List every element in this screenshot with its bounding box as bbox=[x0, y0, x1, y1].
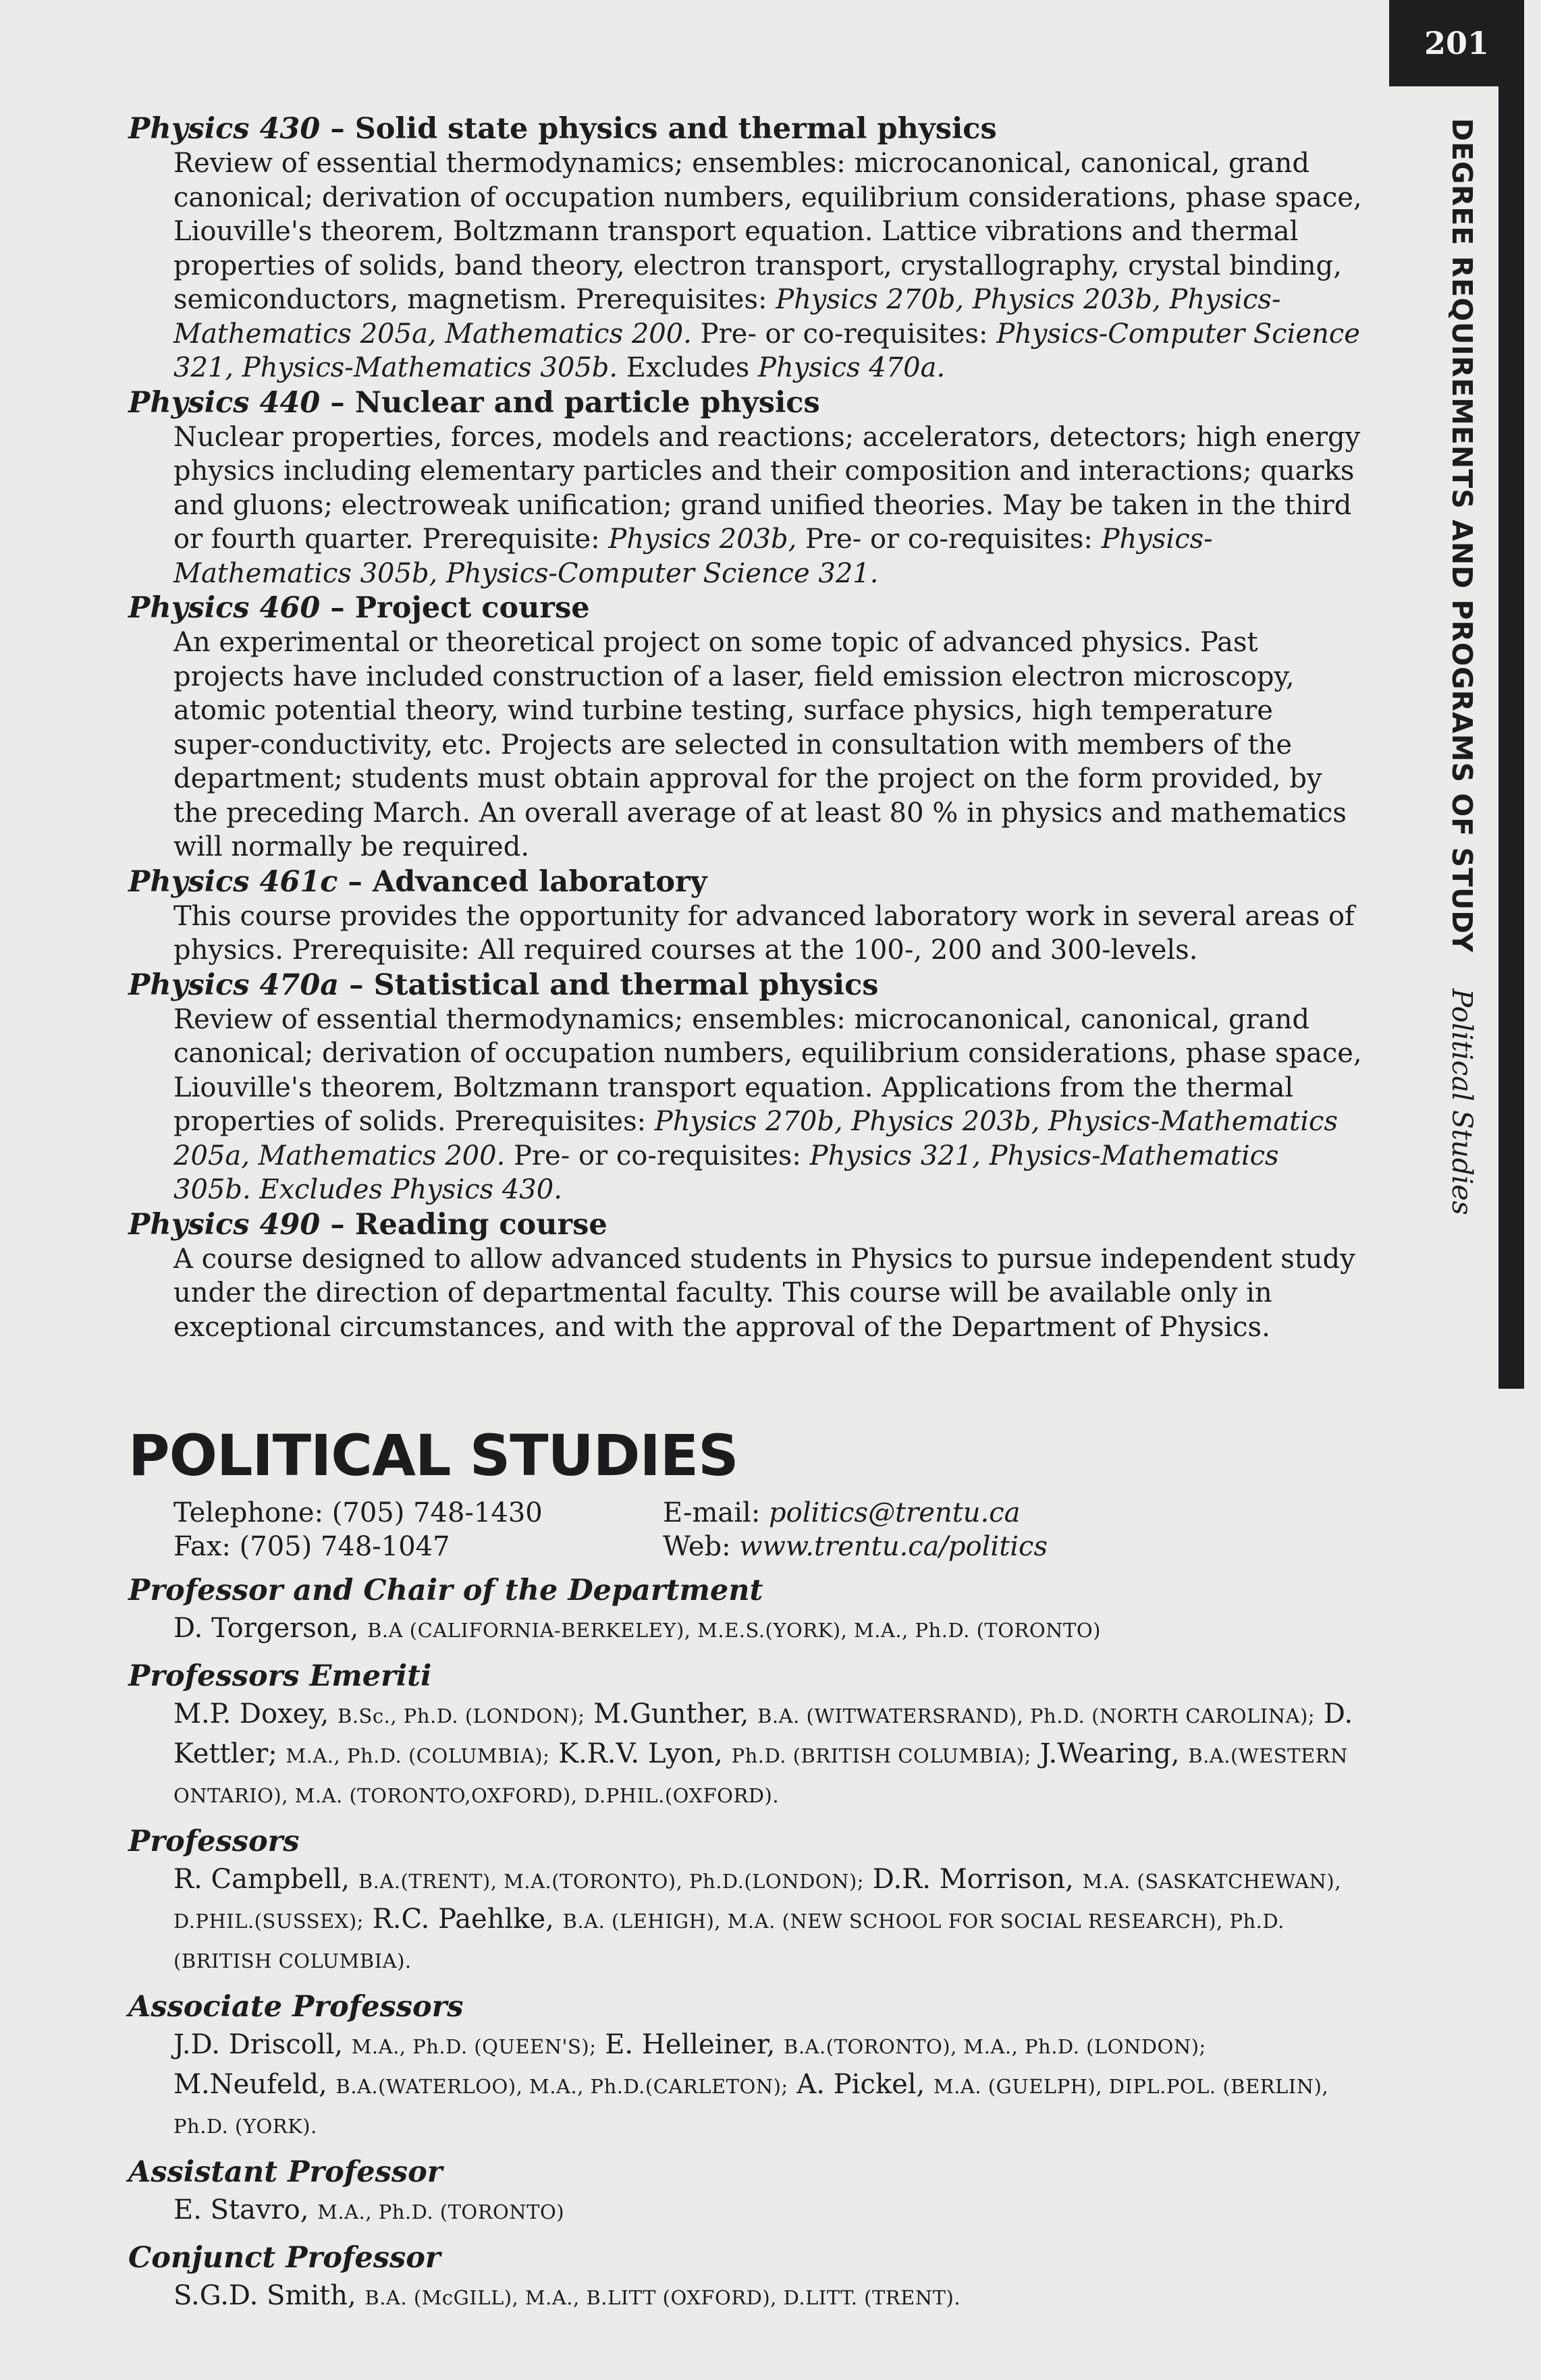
faculty-degrees: M.A. (GUELPH), DIPL.POL. (BERLIN), Ph.D. (YORK). bbox=[173, 2075, 1329, 2138]
faculty-name: M.Gunther, bbox=[593, 1698, 749, 1729]
faculty-name: A. Pickel, bbox=[796, 2069, 925, 2100]
faculty-degrees: M.A. (SASKATCHEWAN), D.PHIL.(SUSSEX); bbox=[173, 1870, 1341, 1933]
email-label: E-mail: bbox=[663, 1497, 761, 1528]
fax-line bbox=[173, 1530, 663, 1563]
faculty-degrees: B.A.(WATERLOO), M.A., Ph.D.(CARLETON); bbox=[335, 2075, 788, 2098]
faculty-degrees: B.A.(TRENT), M.A.(TORONTO), Ph.D.(LONDON); bbox=[358, 1870, 865, 1893]
faculty-members bbox=[128, 1695, 1363, 1815]
course-text: Pre- or co-requisites: bbox=[691, 318, 997, 350]
fax-value: (705) 748-1047 bbox=[239, 1531, 450, 1562]
telephone-line bbox=[173, 1496, 663, 1530]
course-title: Reading course bbox=[354, 1207, 607, 1242]
faculty-members bbox=[128, 1860, 1363, 1980]
course-separator: – bbox=[337, 864, 373, 899]
faculty-name: D. Torgerson, bbox=[173, 1613, 359, 1644]
faculty-name: R.C. Paehlke, bbox=[372, 1904, 554, 1935]
faculty-degrees: B.A. (McGILL), M.A., B.LITT (OXFORD), D.LITT. (TRENT). bbox=[364, 2286, 961, 2309]
faculty-heading: Conjunct Professor bbox=[128, 2241, 441, 2275]
course-text: Review of essential thermodynamics; ensembles: microcanonical, canonical, grand canonical; derivation of occupation numbers, equilibrium considerations, phase space, Liouville's theorem, Boltzmann transport equation. Lattice vibrations and thermal properties of solids, band theory, electron transport, crystallography, crystal binding, semiconductors, magnetism. Prerequisites: bbox=[173, 148, 1362, 315]
course-heading bbox=[128, 590, 1363, 626]
department-contact bbox=[128, 1496, 1363, 1563]
course-reference: Physics 270b, Physics 203b, Physics-Mathematics 205a, Mathematics 200. bbox=[173, 284, 1281, 350]
faculty-members bbox=[128, 1609, 1363, 1649]
telephone-label: Telephone: bbox=[173, 1497, 324, 1528]
course-text: Nuclear properties, forces, models and reactions; accelerators, detectors; high energy physics including elementary particles and their composition and interactions; quarks and gluons; electroweak unification; grand unified theories. May be taken in the third or fourth quarter. Prerequisite: bbox=[173, 421, 1361, 555]
course-separator: – bbox=[320, 591, 355, 625]
page-number: 201 bbox=[1389, 0, 1524, 86]
faculty-name: J.D. Driscoll, bbox=[173, 2029, 344, 2060]
course-title: Solid state physics and thermal physics bbox=[354, 112, 997, 146]
course-code: Physics 470a bbox=[128, 968, 340, 1002]
email-line bbox=[663, 1496, 1363, 1530]
course-heading bbox=[128, 1207, 1363, 1242]
faculty-degrees: B.A (CALIFORNIA-BERKELEY), M.E.S.(YORK), M.A., Ph.D. (TORONTO) bbox=[367, 1619, 1101, 1642]
course-title: Advanced laboratory bbox=[372, 864, 707, 899]
fax-label: Fax: bbox=[173, 1531, 231, 1562]
faculty-group bbox=[128, 1572, 1363, 1649]
course-text: This course provides the opportunity for advanced laboratory work in several areas of physics. Prerequisite: All required courses at the 100-, 200 and 300-levels. bbox=[173, 900, 1355, 966]
course-text: Review of essential thermodynamics; ensembles: microcanonical, canonical, grand canonical; derivation of occupation numbers, equilibrium considerations, phase space, Liouville's theorem, Boltzmann transport equation. Applications from the thermal properties of solids. Prerequisites: bbox=[173, 1003, 1362, 1137]
faculty-group bbox=[128, 2239, 1363, 2317]
course-text: A course designed to allow advanced students in Physics to pursue independent study under the direction of departmental faculty. This course will be available only in exceptional circumstances, and with the approval of the Department of Physics. bbox=[173, 1243, 1355, 1343]
faculty-group bbox=[128, 1657, 1363, 1815]
faculty-name: E. Helleiner, bbox=[605, 2029, 776, 2060]
course-reference: Physics 321, Physics-Mathematics 305b. Excludes Physics 430. bbox=[173, 1140, 1279, 1205]
faculty-heading: Associate Professors bbox=[128, 1990, 464, 2024]
faculty-name: S.G.D. Smith, bbox=[173, 2280, 356, 2311]
faculty-group bbox=[128, 2153, 1363, 2231]
course-reference: Physics 270b, Physics 203b, Physics-Mathematics 205a, Mathematics 200. bbox=[173, 1106, 1338, 1171]
faculty-members bbox=[128, 2026, 1363, 2145]
course-entry bbox=[128, 864, 1363, 968]
department-title: POLITICAL STUDIES bbox=[128, 1422, 738, 1489]
web-link[interactable]: www.trentu.ca/politics bbox=[739, 1531, 1048, 1562]
course-heading bbox=[128, 385, 1363, 420]
course-heading bbox=[128, 968, 1363, 1003]
faculty-name: M.P. Doxey, bbox=[173, 1698, 329, 1729]
faculty-degrees: B.A.(TORONTO), M.A., Ph.D. (LONDON); bbox=[784, 2035, 1206, 2058]
course-code: Physics 440 bbox=[128, 385, 321, 420]
course-entry bbox=[128, 968, 1363, 1207]
faculty-name: D. Kettler; bbox=[173, 1698, 1353, 1769]
course-text: Pre- or co-requisites: bbox=[505, 1140, 810, 1171]
course-entry bbox=[128, 590, 1363, 864]
course-text: An experimental or theoretical project on some topic of advanced physics. Past projects have included construction of a laser, field emission electron microscopy, atomic potential theory, wind turbine testing, surface physics, high temperature super-conductivity, etc. Projects are selected in consultation with members of the department; students must obtain approval for the project on the form provided, by the preceding March. An overall average of at least 80 % in physics and mathematics will normally be required. bbox=[173, 627, 1347, 862]
faculty-name: E. Stavro, bbox=[173, 2194, 309, 2225]
faculty-degrees: B.A. (WITWATERSRAND), Ph.D. (NORTH CAROLINA); bbox=[757, 1705, 1316, 1727]
course-entry bbox=[128, 1207, 1363, 1345]
course-code: Physics 430 bbox=[128, 112, 321, 146]
course-description bbox=[128, 1003, 1363, 1207]
faculty-list bbox=[128, 1572, 1363, 2317]
side-section-tab bbox=[1411, 118, 1478, 1333]
section-subtitle: Political Studies bbox=[1446, 989, 1478, 1215]
course-code: Physics 461c bbox=[128, 864, 338, 899]
course-title: Nuclear and particle physics bbox=[354, 385, 820, 420]
course-separator: – bbox=[339, 968, 374, 1002]
email-link[interactable]: politics@trentu.ca bbox=[769, 1497, 1021, 1528]
course-separator: – bbox=[320, 1207, 355, 1242]
faculty-group bbox=[128, 1988, 1363, 2145]
course-heading bbox=[128, 111, 1363, 146]
faculty-heading: Professor and Chair of the Department bbox=[128, 1574, 763, 1607]
course-description bbox=[128, 146, 1363, 385]
course-entry bbox=[128, 385, 1363, 591]
course-description bbox=[128, 420, 1363, 591]
faculty-name: R. Campbell, bbox=[173, 1864, 350, 1895]
course-code: Physics 460 bbox=[128, 591, 321, 625]
course-description bbox=[128, 900, 1363, 968]
faculty-members bbox=[128, 2277, 1363, 2317]
course-reference: Physics-Computer Science 321, Physics-Mathematics 305b. bbox=[173, 318, 1360, 383]
section-tab-rail bbox=[1498, 86, 1524, 1389]
course-reference: Physics 470a. bbox=[758, 352, 946, 383]
faculty-degrees: B.Sc., Ph.D. (LONDON); bbox=[337, 1705, 585, 1727]
faculty-degrees: B.A. (LEHIGH), M.A. (NEW SCHOOL FOR SOCIAL RESEARCH), Ph.D. (BRITISH COLUMBIA). bbox=[173, 1910, 1285, 1972]
faculty-name: K.R.V. Lyon, bbox=[558, 1738, 723, 1769]
faculty-heading: Assistant Professor bbox=[128, 2155, 443, 2189]
faculty-degrees: B.A.(WESTERN ONTARIO), M.A. (TORONTO,OXFORD), D.PHIL.(OXFORD). bbox=[173, 1744, 1348, 1807]
course-heading bbox=[128, 864, 1363, 900]
course-title: Statistical and thermal physics bbox=[373, 968, 879, 1002]
course-description bbox=[128, 626, 1363, 864]
course-reference: Physics-Mathematics 305b, Physics-Computer Science 321. bbox=[173, 524, 1213, 589]
web-label: Web: bbox=[663, 1531, 731, 1562]
section-title: DEGREE REQUIREMENTS AND PROGRAMS OF STUDY bbox=[1446, 118, 1478, 953]
faculty-members bbox=[128, 2191, 1363, 2231]
page-content bbox=[128, 111, 1363, 2317]
faculty-degrees: M.A., Ph.D. (QUEEN'S); bbox=[351, 2035, 597, 2058]
faculty-degrees: Ph.D. (BRITISH COLUMBIA); bbox=[731, 1744, 1031, 1767]
web-line bbox=[663, 1530, 1363, 1563]
course-text: Excludes bbox=[618, 352, 759, 383]
course-separator: – bbox=[320, 385, 355, 420]
course-entry bbox=[128, 111, 1363, 385]
faculty-heading: Professors bbox=[128, 1825, 300, 1858]
course-reference: Physics 203b, bbox=[608, 524, 797, 555]
faculty-name: D.R. Morrison, bbox=[872, 1864, 1074, 1895]
course-separator: – bbox=[320, 112, 355, 146]
course-title: Project course bbox=[354, 591, 590, 625]
faculty-heading: Professors Emeriti bbox=[128, 1659, 432, 1693]
telephone-value: (705) 748-1430 bbox=[331, 1497, 543, 1528]
faculty-group bbox=[128, 1823, 1363, 1980]
course-code: Physics 490 bbox=[128, 1207, 321, 1242]
faculty-name: M.Neufeld, bbox=[173, 2069, 327, 2100]
course-text: Pre- or co-requisites: bbox=[796, 524, 1102, 555]
faculty-degrees: M.A., Ph.D. (TORONTO) bbox=[317, 2201, 565, 2223]
course-list bbox=[128, 111, 1363, 1344]
faculty-degrees: M.A., Ph.D. (COLUMBIA); bbox=[286, 1744, 550, 1767]
course-description bbox=[128, 1242, 1363, 1345]
faculty-name: J.Wearing, bbox=[1039, 1738, 1180, 1769]
